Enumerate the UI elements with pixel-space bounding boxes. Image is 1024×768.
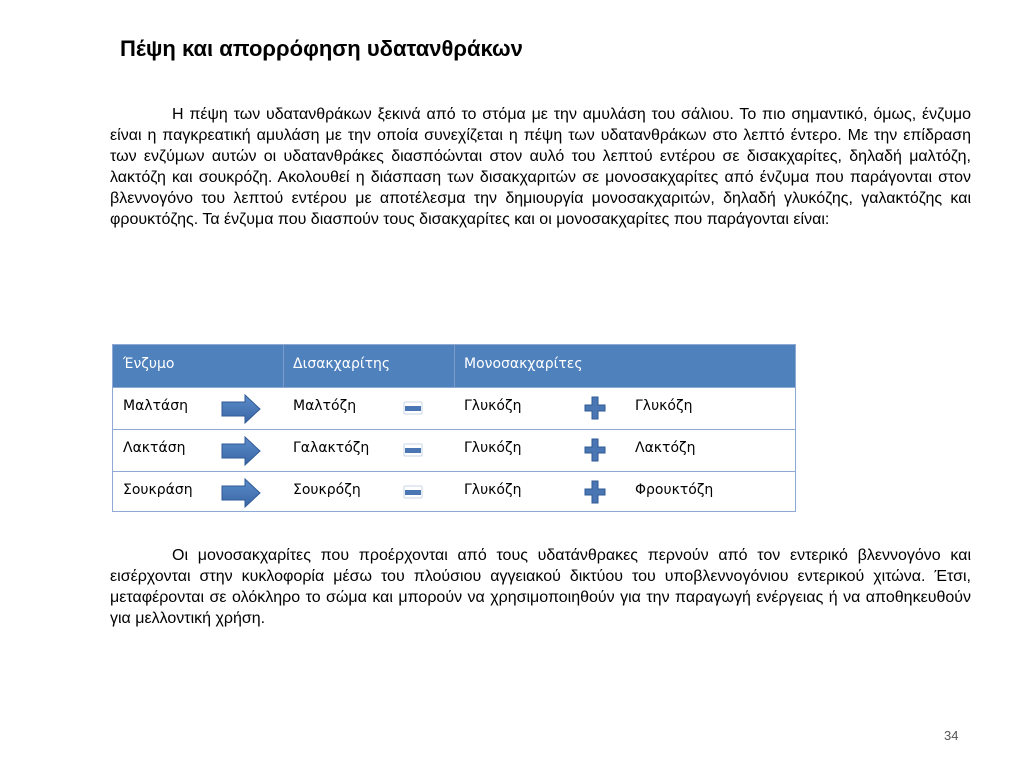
monosaccharide-cell: Γλυκόζη — [464, 398, 522, 414]
disaccharide-cell: Σουκρόζη — [293, 482, 361, 498]
table-row — [113, 429, 795, 470]
disaccharide-cell: Γαλακτόζη — [293, 440, 370, 456]
right-arrow-icon — [221, 478, 261, 508]
equals-icon — [403, 442, 423, 458]
header-divider — [454, 345, 455, 387]
header-monosaccharides: Μονοσακχαρίτες — [464, 356, 583, 372]
right-arrow-icon — [221, 436, 261, 466]
enzyme-cell: Σουκράση — [123, 482, 193, 498]
closing-paragraph-text: Οι μονοσακχαρίτες που προέρχονται από τους υδατάνθρακες περνούν από τον εντερικό βλεννογόνο και εισέρχονται στην κυκλοφορία μέσω του πλούσιου αγγειακού δικτύου του υποβλεννογόνιου εντερικού χιτώνα. Έτσι, μεταφέρονται σε ολόκληρο το σώμα και μπορούν να χρησιμοποιηθούν για την παραγωγή ενέργειας ή να αποθηκευθούν για μελλοντική χρήση. — [110, 547, 971, 627]
monosaccharide-cell: Γλυκόζη — [635, 398, 693, 414]
closing-paragraph — [110, 545, 971, 629]
enzyme-cell: Λακτάση — [123, 440, 186, 456]
page-number: 34 — [944, 728, 959, 743]
table-row — [113, 387, 795, 428]
equals-icon — [403, 400, 423, 416]
monosaccharide-cell: Γλυκόζη — [464, 440, 522, 456]
intro-paragraph — [110, 104, 971, 230]
equals-icon — [403, 484, 423, 500]
table-row — [113, 471, 795, 512]
header-divider — [283, 345, 284, 387]
monosaccharide-cell: Λακτόζη — [635, 440, 696, 456]
header-disaccharide: Δισακχαρίτης — [293, 356, 391, 372]
plus-icon — [584, 480, 606, 504]
monosaccharide-cell: Φρουκτόζη — [635, 482, 714, 498]
disaccharide-cell: Μαλτόζη — [293, 398, 357, 414]
header-enzyme: Ένζυμο — [123, 356, 175, 372]
slide-title: Πέψη και απορρόφηση υδατανθράκων — [120, 36, 523, 61]
enzyme-cell: Μαλτάση — [123, 398, 188, 414]
right-arrow-icon — [221, 394, 261, 424]
table-header-row — [113, 345, 795, 387]
monosaccharide-cell: Γλυκόζη — [464, 482, 522, 498]
enzyme-table — [112, 344, 796, 512]
intro-paragraph-text: Η πέψη των υδατανθράκων ξεκινά από το στόμα με την αμυλάση του σάλιου. Το πιο σημαντικό, όμως, ένζυμο είναι η παγκρεατική αμυλάση με την οποία συνεχίζεται η πέψη των υδατανθράκων στο λεπτό έντερο. Με την επίδραση των ενζύμων αυτών οι υδατανθράκες διασπόώνται στον αυλό του λεπτού εντέρου σε δισακχαρίτες, δηλαδή μαλτόζη, λακτόζη και σουκρόζη. Ακολουθεί η διάσπαση των δισακχαριτών σε μονοσακχαρίτες από ένζυμα που παράγονται στον βλεννογόνο του λεπτού εντέρου με αποτέλεσμα την δημιουργία μονοσακχαριτών, δηλαδή γλυκόζης, γαλακτόζης και φρουκτόζης. Τα ένζυμα που διασπούν τους δισακχαρίτες και οι μονοσακχαρίτες που παράγονται είναι: — [110, 106, 971, 228]
plus-icon — [584, 438, 606, 462]
plus-icon — [584, 396, 606, 420]
